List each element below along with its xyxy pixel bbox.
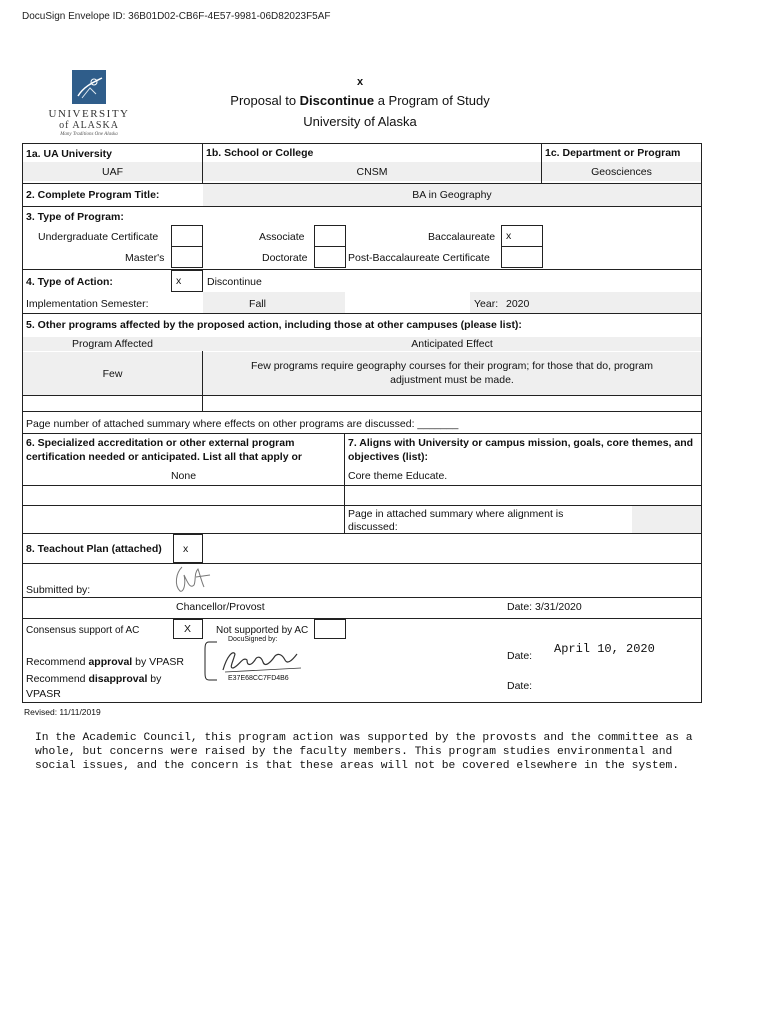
alignment-page-note-2: discussed: bbox=[348, 521, 398, 533]
note-line-3: social issues, and the concern is that these areas will not be covered elsewhere in the system. bbox=[35, 760, 680, 772]
masters-checkbox[interactable] bbox=[171, 246, 203, 268]
disapproval-label-2: VPASR bbox=[26, 688, 61, 700]
program-title-label: 2. Complete Program Title: bbox=[26, 189, 160, 201]
teachout-checkbox[interactable]: x bbox=[173, 534, 203, 563]
school-label: 1b. School or College bbox=[206, 147, 314, 159]
provost-signature-icon bbox=[170, 563, 220, 597]
associate-checkbox[interactable] bbox=[314, 225, 346, 247]
docusigned-by-label: DocuSigned by: bbox=[228, 636, 278, 643]
approval-date-label: Date: bbox=[507, 650, 533, 662]
submitted-by-label: Submitted by: bbox=[26, 584, 91, 596]
masters-label: Master's bbox=[125, 252, 165, 264]
program-affected-header: Program Affected bbox=[72, 338, 153, 350]
alignment-label-1: 7. Aligns with University or campus mission, goals, core themes, and bbox=[348, 437, 694, 449]
alignment-label-2: objectives (list): bbox=[348, 451, 428, 463]
impl-semester-label: Implementation Semester: bbox=[26, 298, 149, 310]
consensus-checkbox[interactable]: X bbox=[173, 619, 203, 639]
undergrad-cert-label: Undergraduate Certificate bbox=[38, 231, 159, 243]
page-title: Proposal to Discontinue a Program of Study bbox=[230, 93, 490, 108]
logo-emblem-icon bbox=[72, 70, 106, 104]
program-type-label: 3. Type of Program: bbox=[26, 211, 124, 223]
year-label: Year: bbox=[474, 298, 499, 310]
dept-label: 1c. Department or Program bbox=[545, 147, 681, 159]
doctorate-label: Doctorate bbox=[262, 252, 308, 264]
logo-line2: of ALASKA bbox=[59, 120, 119, 131]
action-value: Discontinue bbox=[207, 276, 262, 288]
not-supported-label: Not supported by AC bbox=[216, 625, 309, 636]
accreditation-value: None bbox=[170, 470, 197, 482]
university-logo bbox=[40, 70, 138, 140]
undergrad-cert-checkbox[interactable] bbox=[171, 225, 203, 247]
associate-label: Associate bbox=[259, 231, 305, 243]
effects-page-note: Page number of attached summary where effects on other programs are discussed: _______ bbox=[26, 418, 459, 430]
approval-date: April 10, 2020 bbox=[554, 642, 655, 656]
disapproval-date-label: Date: bbox=[507, 680, 533, 692]
accreditation-label-2: certification needed or anticipated. List all that apply or bbox=[26, 451, 302, 463]
note-line-1: In the Academic Council, this program action was supported by the provosts and the committee as a bbox=[35, 732, 693, 744]
baccalaureate-checkbox[interactable]: x bbox=[501, 225, 543, 247]
doctorate-checkbox[interactable] bbox=[314, 246, 346, 268]
post-bacc-checkbox[interactable] bbox=[501, 246, 543, 268]
docusign-code: E37E68CC7FD4B6 bbox=[228, 675, 289, 682]
logo-tagline: Many Traditions One Alaska bbox=[60, 132, 118, 137]
teachout-label: 8. Teachout Plan (attached) bbox=[26, 543, 162, 555]
disapproval-label: Recommend disapproval by bbox=[26, 673, 162, 685]
anticipated-effect-header: Anticipated Effect bbox=[411, 338, 493, 350]
school-value: CNSM bbox=[356, 166, 388, 178]
program-affected-value: Few bbox=[102, 368, 123, 380]
baccalaureate-label: Baccalaureate bbox=[428, 231, 496, 243]
envelope-id: DocuSign Envelope ID: 36B01D02-CB6F-4E57-9981-06D82023F5AF bbox=[22, 11, 331, 22]
page-subtitle: University of Alaska bbox=[303, 114, 417, 129]
program-title-value: BA in Geography bbox=[412, 189, 492, 201]
alignment-value: Core theme Educate. bbox=[348, 470, 448, 482]
university-value: UAF bbox=[102, 166, 123, 178]
submission-date: Date: 3/31/2020 bbox=[507, 601, 582, 613]
revised-date: Revised: 11/11/2019 bbox=[24, 707, 101, 717]
logo-line1: UNIVERSITY bbox=[48, 108, 130, 120]
year-value: 2020 bbox=[506, 298, 530, 310]
anticipated-effect-line1: Few programs require geography courses for their program; for those that do, program bbox=[250, 360, 654, 372]
submitter-role: Chancellor/Provost bbox=[176, 601, 265, 613]
alignment-page-note-1: Page in attached summary where alignment is bbox=[348, 508, 564, 520]
not-supported-checkbox[interactable] bbox=[314, 619, 346, 639]
accreditation-label-1: 6. Specialized accreditation or other external program bbox=[26, 437, 295, 449]
approval-label: Recommend approval by VPASR bbox=[26, 656, 184, 668]
anticipated-effect-line2: adjustment must be made. bbox=[390, 374, 514, 386]
action-type-label: 4. Type of Action: bbox=[26, 276, 113, 288]
header-mark: x bbox=[357, 76, 364, 88]
university-label: 1a. UA University bbox=[26, 148, 112, 160]
dept-value: Geosciences bbox=[591, 166, 652, 178]
impl-semester-value: Fall bbox=[249, 298, 266, 310]
other-programs-label: 5. Other programs affected by the proposed action, including those at other campuses (please list): bbox=[26, 319, 522, 331]
note-line-2: whole, but concerns were raised by the faculty members. This program studies environmental and bbox=[35, 746, 673, 758]
post-bacc-label: Post-Baccalaureate Certificate bbox=[348, 252, 490, 264]
consensus-label: Consensus support of AC bbox=[26, 625, 140, 636]
discontinue-checkbox[interactable]: x bbox=[171, 270, 203, 292]
